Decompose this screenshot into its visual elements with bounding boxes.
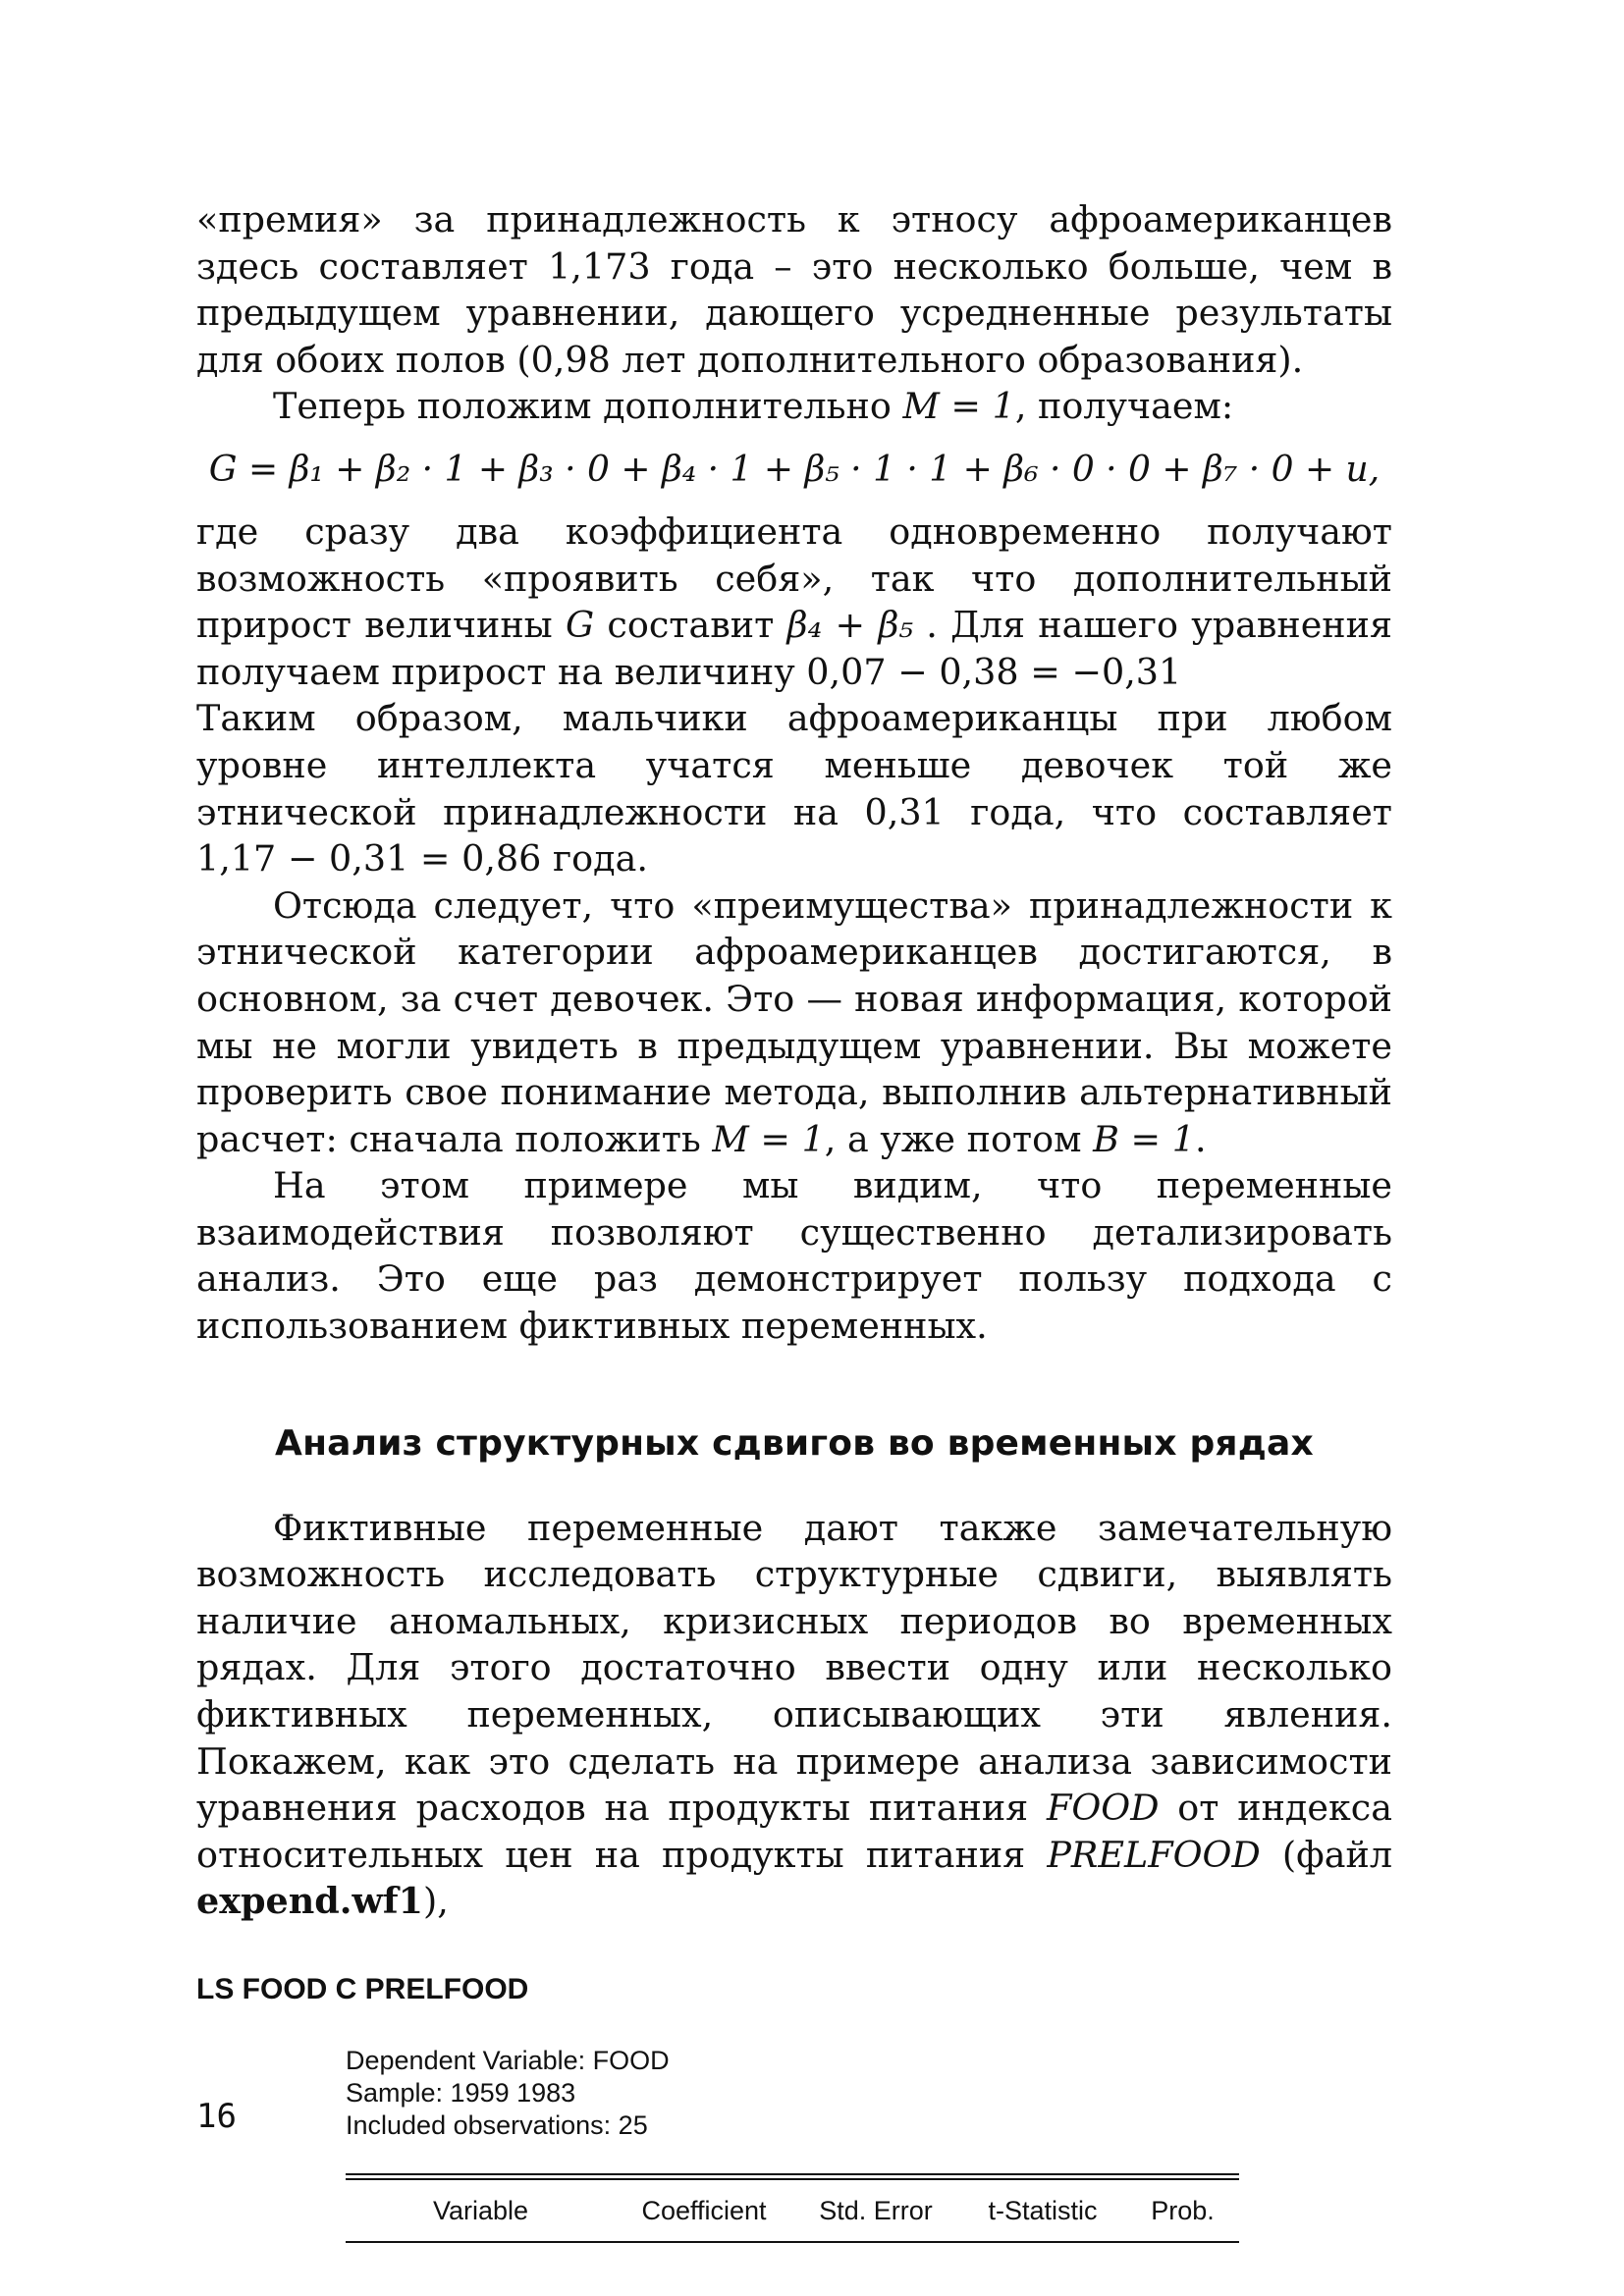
dependent-variable: Dependent Variable: FOOD xyxy=(346,2046,670,2075)
paragraph: где сразу два коэффициента одновременно получают возможность «проявить себя», так что дополнительный прирост величины G составит β₄ + β₅ . Для нашего уравнения получаем прирост на величину 0,07 − 0,38 = −0,31 xyxy=(196,509,1392,693)
paragraph: Отсюда следует, что «преимущества» принадлежности к этнической категории афроамериканцев достигаются, в основном, за счет девочек. Это — новая информация, которой мы не могли увидеть в предыдущем уравнении. Вы можете проверить свое понимание метода, выполнив альтернативный расчет: сначала положить M = 1, а уже потом B = 1. xyxy=(196,883,1392,1160)
display-formula: G = β₁ + β₂ · 1 + β₃ · 0 + β₄ · 1 + β₅ · 1 · 1 + β₆ · 0 · 0 + β₇ · 0 + u, xyxy=(208,449,1380,490)
column-header: Variable xyxy=(432,2195,529,2225)
table-double-rule xyxy=(346,2173,1239,2180)
column-header: Prob. xyxy=(1151,2195,1215,2225)
page-content xyxy=(196,196,1392,2243)
column-header: Coefficient xyxy=(641,2195,767,2225)
paragraph: «премия» за принадлежность к этносу афроамериканцев здесь составляет 1,173 года – это несколько больше, чем в предыдущем уравнении, дающего усредненные результаты для обоих полов (0,98 лет дополнительного образования). xyxy=(196,198,1392,381)
included-observations: Included observations: 25 xyxy=(346,2110,648,2140)
paragraph: На этом примере мы видим, что переменные взаимодействия позволяют существенно детализировать анализ. Это еще раз демонстрирует пользу подхода с использованием фиктивных переменных. xyxy=(196,1164,1392,1348)
table-header-row xyxy=(346,2180,1239,2241)
table-rule xyxy=(346,2241,1239,2243)
paragraph: Таким образом, мальчики афроамериканцы при любом уровне интеллекта учатся меньше девочек той же этнической принадлежности на 0,31 года, что составляет 1,17 − 0,31 = 0,86 года. xyxy=(196,697,1392,881)
paragraph: Фиктивные переменные дают также замечательную возможность исследовать структурные сдвиги, выявлять наличие аномальных, кризисных периодов во временных рядах. Для этого достаточно ввести одну или несколько фиктивных переменных, описывающих эти явления. Покажем, как это сделать на примере анализа зависимости уравнения расходов на продукты питания FOOD от индекса относительных цен на продукты питания PRELFOOD (файл expend.wf1), xyxy=(196,1506,1393,1923)
file-name: expend.wf1 xyxy=(196,1880,424,1923)
eviews-output xyxy=(346,2045,1239,2243)
column-header: Std. Error xyxy=(819,2195,933,2225)
page-number: 16 xyxy=(196,2097,237,2136)
column-header: t-Statistic xyxy=(988,2195,1098,2225)
eviews-command: LS FOOD C PRELFOOD xyxy=(196,1973,529,2005)
sample-range: Sample: 1959 1983 xyxy=(346,2078,576,2108)
math-inline: M = 1 xyxy=(902,385,1015,428)
paragraph: Теперь положим дополнительно M = 1, получаем: xyxy=(273,385,1234,428)
section-heading: Анализ структурных сдвигов во временных рядах xyxy=(275,1422,1314,1464)
